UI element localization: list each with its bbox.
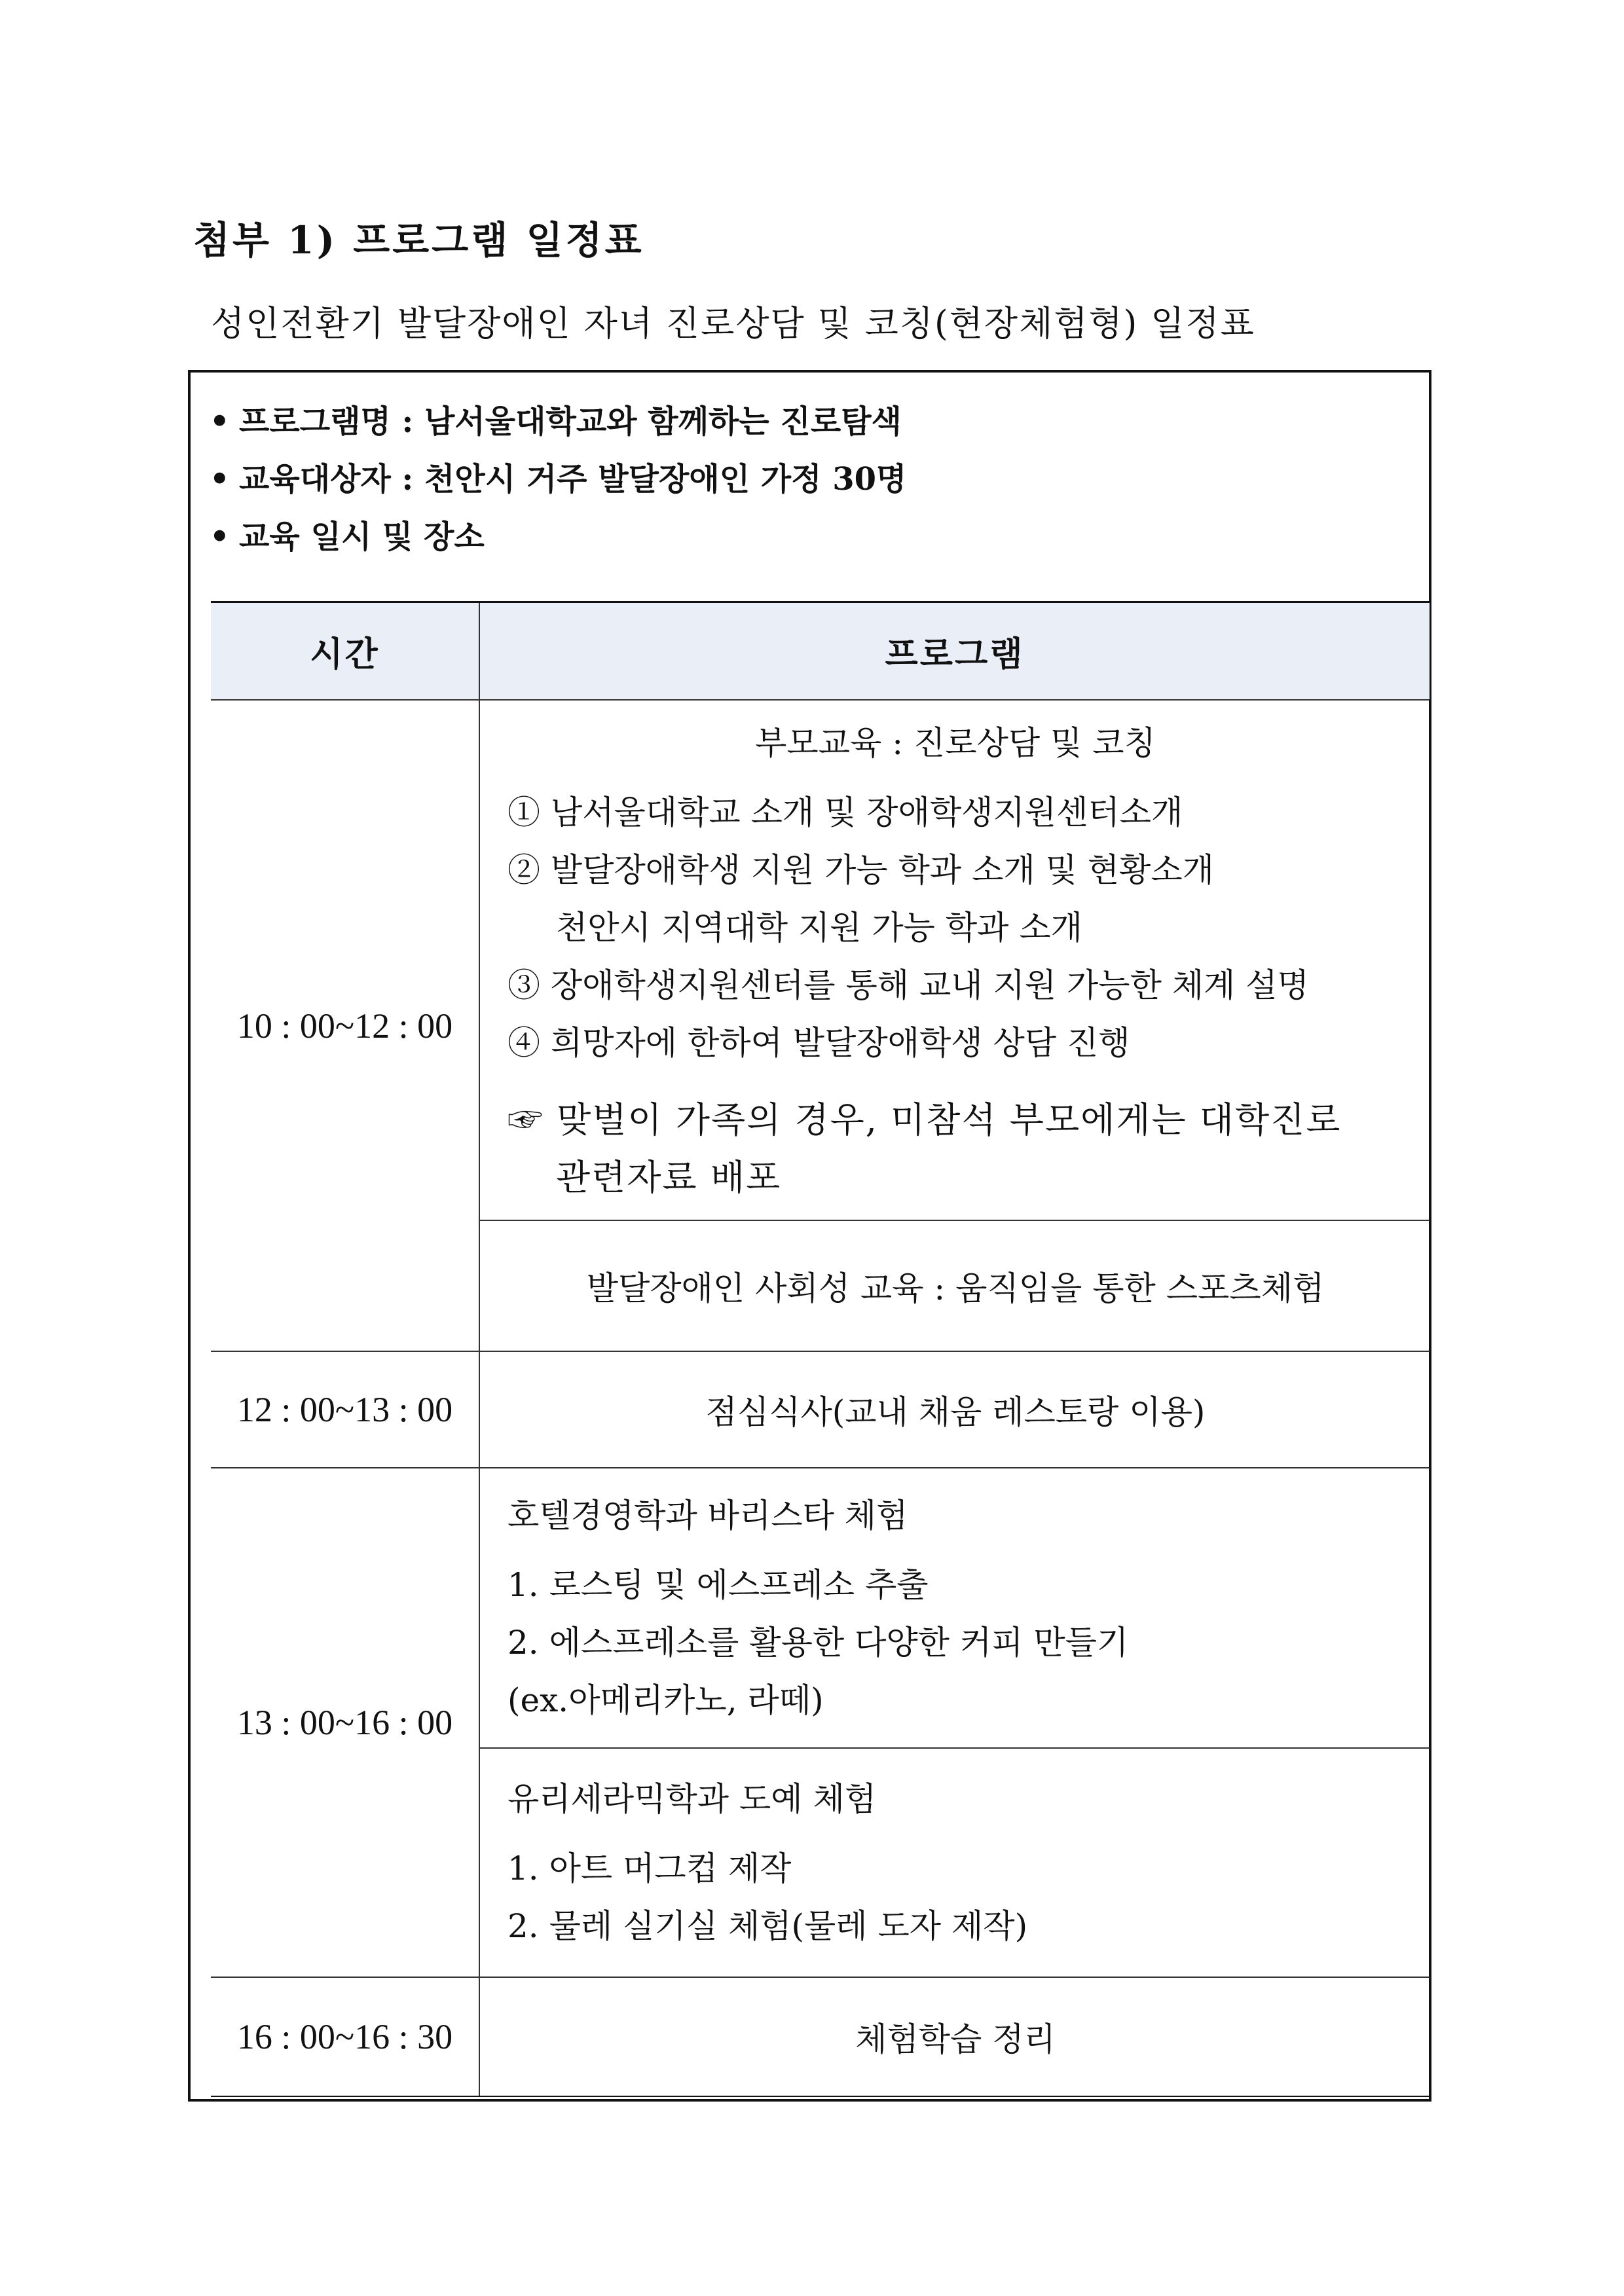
time-cell: 10 : 00~12 : 00: [211, 700, 479, 1351]
program-cell: [479, 700, 1430, 1220]
info-text: 프로그램명 : 남서울대학교와 함께하는 진로탐색: [239, 403, 902, 440]
note-line: ☞ 맞벌이 가족의 경우, 미참석 부모에게는 대학진로: [507, 1099, 1342, 1140]
program-info: [210, 393, 906, 566]
list-item: ① 남서울대학교 소개 및 장애학생지원센터소개: [507, 793, 1183, 831]
table-row: [211, 1977, 1430, 2098]
table-header-row: [211, 602, 1430, 701]
program-heading: 부모교육 : 진로상담 및 코칭: [755, 723, 1156, 762]
note-line: 관련자료 배포: [556, 1156, 782, 1198]
program-heading: 유리세라믹학과 도예 체험: [507, 1780, 877, 1818]
program-cell: 발달장애인 사회성 교육 : 움직임을 통한 스포츠체험: [479, 1220, 1430, 1351]
table-row: [211, 700, 1430, 1220]
info-date-place: [210, 508, 906, 566]
bullet-icon: •: [210, 461, 230, 498]
header-time: 시간: [211, 602, 479, 701]
program-cell: 체험학습 정리: [479, 1977, 1430, 2098]
list-item: 2. 물레 실기실 체험(물레 도자 제작): [507, 1907, 1028, 1945]
program-cell: [479, 1468, 1430, 1748]
list-item: 2. 에스프레소를 활용한 다양한 커피 만들기: [507, 1624, 1129, 1662]
list-item: 1. 아트 머그컵 제작: [507, 1850, 792, 1887]
bullet-icon: •: [210, 519, 230, 555]
list-item: ② 발달장애학생 지원 가능 학과 소개 및 현황소개: [507, 850, 1214, 889]
table-row: [211, 1351, 1430, 1468]
list-item: (ex.아메리카노, 라떼): [507, 1681, 824, 1719]
list-item: ④ 희망자에 한하여 발달장애학생 상담 진행: [507, 1023, 1130, 1062]
bullet-icon: •: [210, 403, 230, 440]
program-heading: 호텔경영학과 바리스타 체험: [507, 1497, 908, 1535]
list-item: 1. 로스팅 및 에스프레소 추출: [507, 1566, 929, 1604]
time-cell: 16 : 00~16 : 30: [211, 1977, 479, 2098]
schedule-subtitle: 성인전환기 발달장애인 자녀 진로상담 및 코칭(현장체험형) 일정표: [211, 304, 1255, 344]
info-program-name: [210, 393, 906, 450]
info-text: 교육대상자 : 천안시 거주 발달장애인 가정 30명: [239, 461, 907, 498]
header-program: 프로그램: [479, 602, 1430, 701]
info-text: 교육 일시 및 장소: [239, 519, 485, 555]
time-cell: 12 : 00~13 : 00: [211, 1351, 479, 1468]
info-target: [210, 450, 906, 508]
attachment-title: 첨부 1) 프로그램 일정표: [193, 218, 644, 263]
table-row: [211, 1468, 1430, 1748]
program-cell: 점심식사(교내 채움 레스토랑 이용): [479, 1351, 1430, 1468]
schedule-table: [211, 601, 1430, 2100]
list-item: ③ 장애학생지원센터를 통해 교내 지원 가능한 체계 설명: [507, 966, 1309, 1004]
program-cell: [479, 1748, 1430, 1977]
time-cell: 13 : 00~16 : 00: [211, 1468, 479, 1977]
list-item: 천안시 지역대학 지원 가능 학과 소개: [556, 908, 1082, 947]
